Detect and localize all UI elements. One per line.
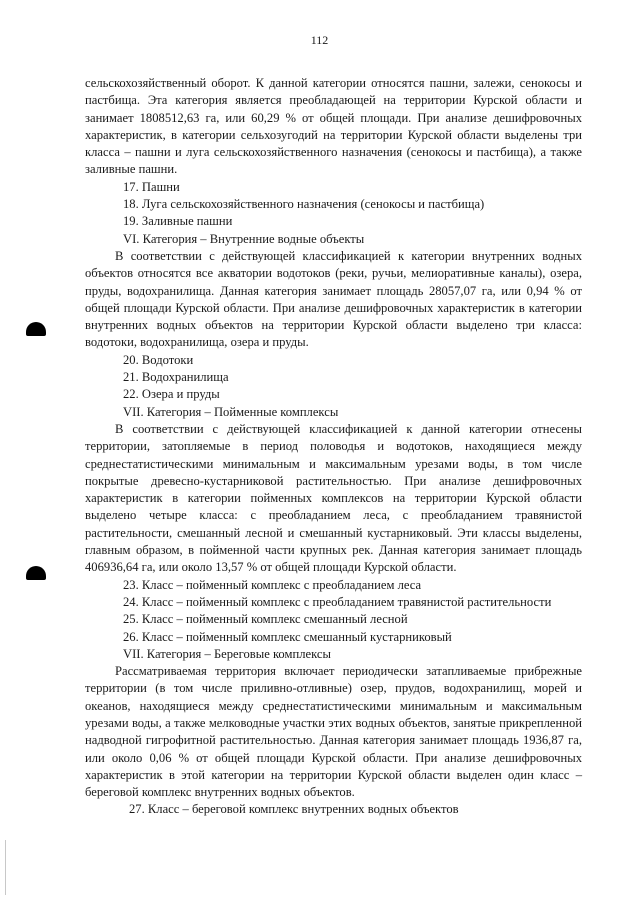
class-item-24: 24. Класс – пойменный комплекс с преобладанием травянистой растительности — [123, 594, 552, 609]
class-item-19: 19. Заливные пашни — [123, 214, 233, 229]
category-heading-vii-coastal: VII. Категория – Береговые комплексы — [123, 646, 331, 661]
paragraph: В соответствии с действующей классификацией к категории внутренних водных объектов относятся все акватории водотоков (реки, ручьи, мелиоративные каналы), озера, пруды, водохранилища. Данная категория занимает площадь 28057,07 га, или 0,94 % от общей площади Курской области. При анализе дешифровочных характеристик в категории внутренних водных объектов на территории Курской области выделено три класса: водотоки, водохранилища, озера и пруды. — [85, 248, 582, 350]
page-number: 112 — [310, 33, 329, 47]
class-item-18: 18. Луга сельскохозяйственного назначения (сенокосы и пастбища) — [123, 197, 485, 212]
scan-edge-line — [5, 840, 6, 895]
paragraph: В соответствии с действующей классификацией к данной категории отнесены территории, затопляемые в период половодья и водотоков, находящиеся между среднестатистическими минимальным и максимальным урезами воды, в том числе покрытые древесно-кустарниковой растительностью. При анализе дешифровочных характеристик в категории пойменных комплексов на территории Курской области выделено четыре класса: с преобладанием леса, с преобладанием травянистой растительности, смешанный лесной и смешанный кустарниковый. Эти классы выделены, главным образом, в пойменной части крупных рек. Данная категория занимает площадь 406936,64 га, или около 13,57 % от общей площади Курской области. — [85, 421, 582, 575]
class-item-27: 27. Класс – береговой комплекс внутренних водных объектов — [129, 802, 459, 817]
paragraph: Рассматриваемая территория включает периодически затапливаемые прибрежные территории (в том числе приливно-отливные) озер, прудов, водохранилищ, морей и океанов, находящиеся между среднестатистическими минимальным и максимальным урезами воды, а также мелководные участки этих водных объектов, занятые прикрепленной надводной гигрофитной растительностью. Данная категория занимает площадь 1936,87 га, или около 0,06 % от общей площади Курской области. При анализе дешифровочных характеристик в этой категории на территории Курской области выделен один класс – береговой комплекс внутренних водных объектов. — [85, 664, 582, 800]
document-body — [85, 75, 582, 819]
class-item-25: 25. Класс – пойменный комплекс смешанный лесной — [123, 612, 408, 627]
category-heading-vi: VI. Категория – Внутренние водные объекты — [123, 231, 365, 246]
class-item-21: 21. Водохранилища — [123, 370, 229, 385]
class-item-22: 22. Озера и пруды — [123, 387, 220, 402]
class-item-17: 17. Пашни — [123, 179, 180, 194]
class-item-26: 26. Класс – пойменный комплекс смешанный кустарниковый — [123, 629, 452, 644]
class-item-20: 20. Водотоки — [123, 352, 194, 367]
class-item-23: 23. Класс – пойменный комплекс с преобладанием леса — [123, 577, 422, 592]
category-heading-vii: VII. Категория – Пойменные комплексы — [123, 404, 339, 419]
binder-hole-mark — [26, 566, 46, 580]
binder-hole-mark — [26, 322, 46, 336]
paragraph: сельскохозяйственный оборот. К данной категории относятся пашни, залежи, сенокосы и пастбища. Эта категория является преобладающей на территории Курской области и занимает 1808512,63 га, или 60,29 % от общей площади. При анализе дешифровочных характеристик, в категории сельхозугодий на территории Курской области выделены три класса – пашни и луга сельскохозяйственного назначения (сенокосы и пастбища), а также заливные пашни. — [85, 76, 582, 177]
